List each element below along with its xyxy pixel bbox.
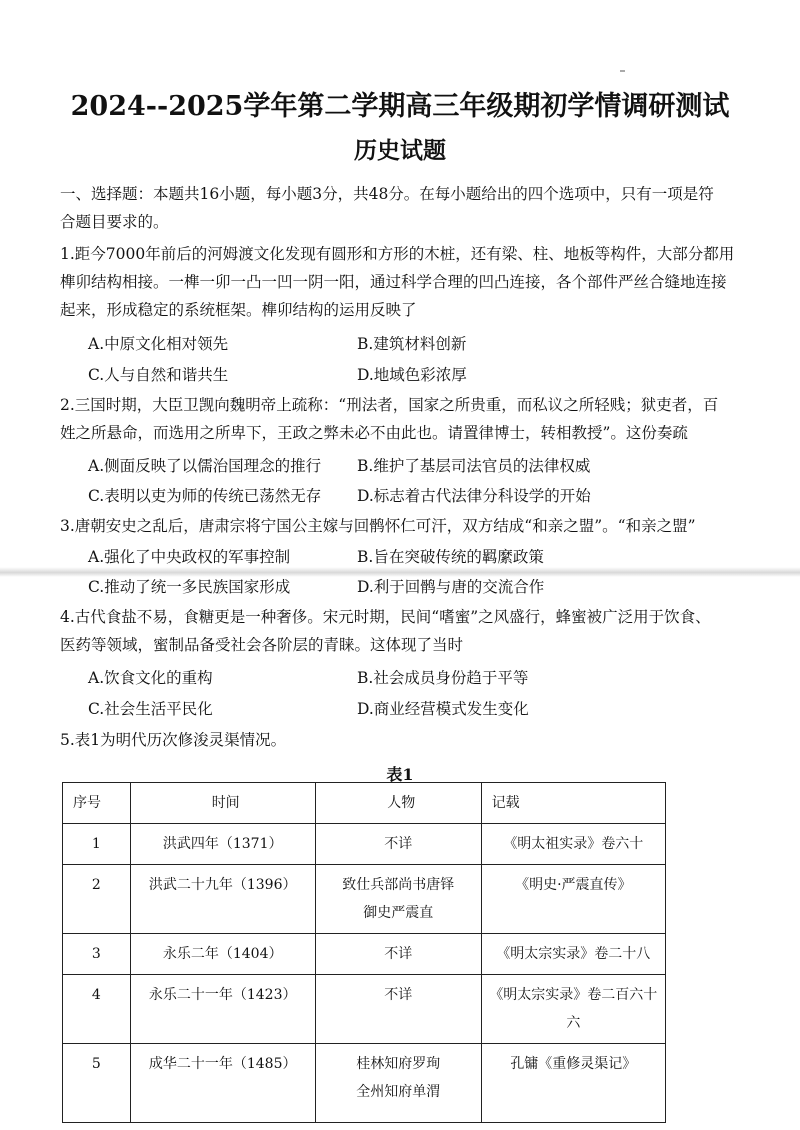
table-row [63,824,666,865]
scan-speck [620,70,625,72]
q2-option-a: A.侧面反映了以儒治国理念的推行 [88,457,322,475]
question-5-stem [60,726,760,754]
row-people [315,934,481,975]
q2-option-d: D.标志着古代法律分科设学的开始 [357,487,591,505]
q2-line-1: 2.三国时期，大臣卫觊向魏明帝上疏称：“刑法者，国家之所贵重，而私议之所轻贱；狱吏者，百 [60,396,719,414]
row-time: 洪武四年（1371） [130,824,315,865]
row-record: 《明太宗实录》卷二百六十六 [481,975,665,1044]
q1-option-d: D.地域色彩浓厚 [357,366,467,384]
q3-option-d: D.利于回鹘与唐的交流合作 [357,578,545,596]
row-index: 2 [63,865,131,934]
q1-line-1: 1.距今7000年前后的河姆渡文化发现有圆形和方形的木桩，还有梁、柱、地板等构件，大部分都用 [60,245,735,263]
person: 全州知府单渭 [356,1084,441,1100]
q1-line-3: 起来，形成稳定的系统框架。榫卯结构的运用反映了 [60,301,417,319]
table-row [63,1044,666,1123]
q3-option-b: B.旨在突破传统的羁縻政策 [357,548,544,566]
row-record: 《明太祖实录》卷六十 [481,824,665,865]
row-index: 4 [63,975,131,1044]
q2-option-c: C.表明以吏为师的传统已荡然无存 [88,487,322,505]
row-people [315,1044,481,1123]
table-row [63,865,666,934]
person: 不详 [384,987,413,1003]
section-line-2: 合题目要求的。 [60,213,169,231]
q4-option-a: A.饮食文化的重构 [88,669,213,687]
q4-option-b: B.社会成员身份趋于平等 [357,669,529,687]
row-index: 5 [63,1044,131,1123]
row-time: 永乐二十一年（1423） [130,975,315,1044]
q2-option-b: B.维护了基层司法官员的法律权威 [357,457,591,475]
row-people [315,975,481,1044]
header-people: 人物 [315,783,481,824]
header-index: 序号 [63,783,131,824]
table-caption: 表1 [386,765,414,784]
question-3-stem [60,512,760,540]
q3-option-a: A.强化了中央政权的军事控制 [88,548,291,566]
row-people [315,865,481,934]
person: 桂林知府罗珣 [356,1056,441,1072]
row-time: 永乐二年（1404） [130,934,315,975]
question-2-stem [60,391,760,447]
person: 不详 [384,946,413,962]
row-index: 3 [63,934,131,975]
q4-line-1: 4.古代食盐不易，食糖更是一种奢侈。宋元时期，民间“嗜蜜”之风盛行，蜂蜜被广泛用于饮食、 [60,608,711,626]
canal-repair-table [62,782,666,1123]
person: 不详 [384,836,413,852]
person: 致仕兵部尚书唐铎 [342,877,455,893]
q4-option-c: C.社会生活平民化 [88,700,213,718]
row-record: 《明太宗实录》卷二十八 [481,934,665,975]
row-time: 洪武二十九年（1396） [130,865,315,934]
table-row [63,934,666,975]
header-record: 记载 [481,783,665,824]
header-time: 时间 [130,783,315,824]
people-cell-clipped [320,1050,477,1116]
row-people [315,824,481,865]
question-1-stem [60,240,760,324]
row-record: 孔镛《重修灵渠记》 [481,1044,665,1123]
section-line-1: 一、选择题：本题共16小题，每小题3分，共48分。在每小题给出的四个选项中，只有一项是符 [60,185,714,203]
q4-option-d: D.商业经营模式发生变化 [357,700,529,718]
row-record: 《明史·严震直传》 [481,865,665,934]
q1-option-a: A.中原文化相对领先 [88,335,229,353]
question-4-stem [60,603,760,659]
row-time: 成华二十一年（1485） [130,1044,315,1123]
q3-option-c: C.推动了统一多民族国家形成 [88,578,291,596]
q2-line-2: 姓之所悬命，而选用之所卑下，王政之弊未必不由此也。请置律博士，转相教授”。这份奏疏 [60,424,688,442]
table-row [63,975,666,1044]
q4-line-2: 医药等领域，蜜制品备受社会各阶层的青睐。这体现了当时 [60,636,464,654]
exam-title: 2024--2025学年第二学期高三年级期初学情调研测试 [70,91,730,122]
row-index: 1 [63,824,131,865]
q1-option-b: B.建筑材料创新 [357,335,467,353]
q5-line-1: 5.表1为明代历次修浚灵渠情况。 [60,731,287,749]
q1-line-2: 榫卯结构相接。一榫一卯一凸一凹一阴一阳，通过科学合理的凹凸连接，各个部件严丝合缝地连接 [60,273,727,291]
q1-option-c: C.人与自然和谐共生 [88,366,229,384]
person: 御史严震直 [363,905,434,921]
q3-line-1: 3.唐朝安史之乱后，唐肃宗将宁国公主嫁与回鹘怀仁可汗，双方结成“和亲之盟”。“和亲之盟” [60,517,696,535]
subject-title: 历史试题 [354,137,446,164]
table-header-row [63,783,666,824]
section-instructions [60,180,760,236]
